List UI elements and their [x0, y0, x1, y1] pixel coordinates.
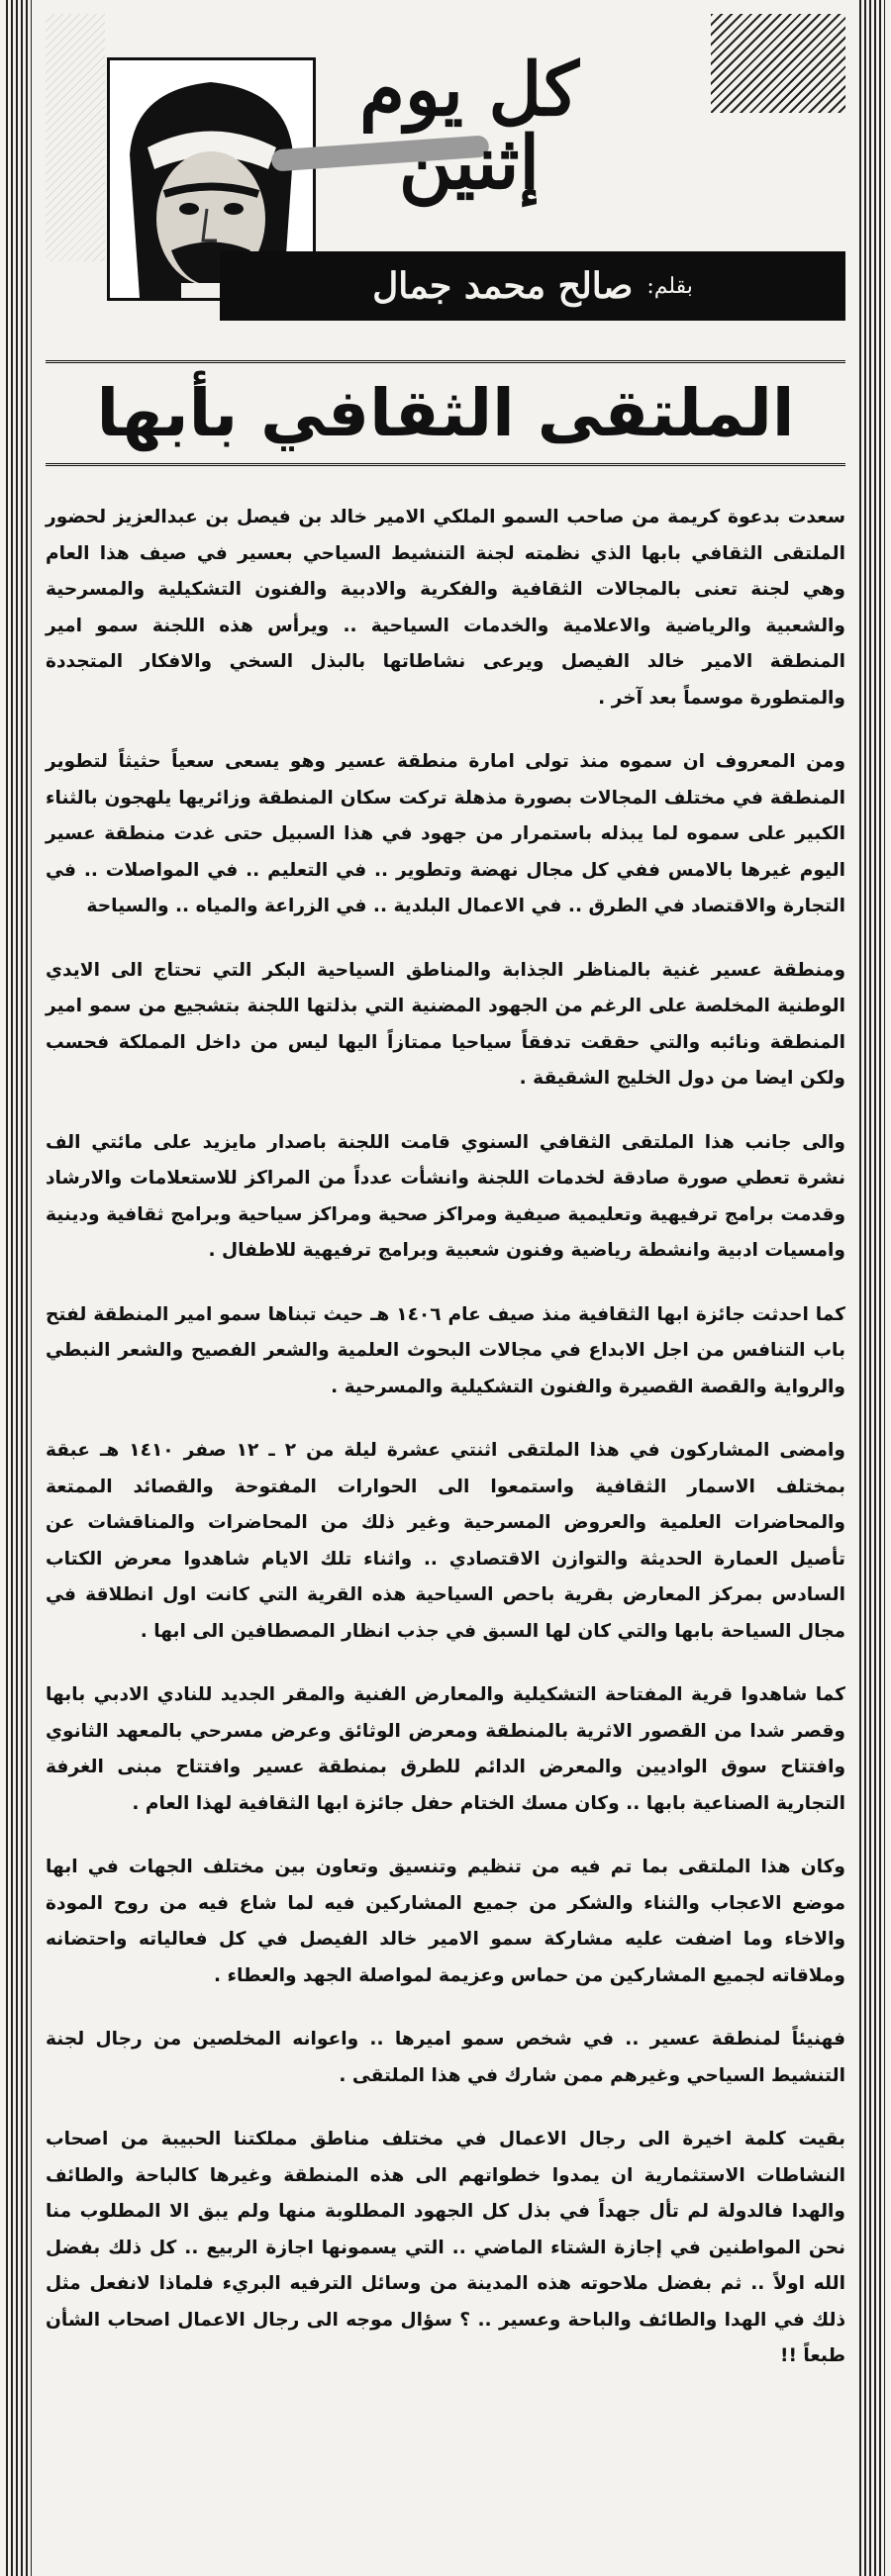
byline-bar	[220, 251, 845, 321]
paragraph: كما احدثت جائزة ابها الثقافية منذ صيف عام ١٤٠٦ هـ حيث تبناها سمو امير المنطقة لفتح باب التنافس من اجل الابداع في مجالات البحوث العلمية والشعر الفصيح والشعر النبطي والرواية والقصة القصيرة والفنون التشكيلية والمسرحية .	[46, 1303, 845, 1397]
paragraph: ومنطقة عسير غنية بالمناظر الجذابة والمناطق السياحية البكر التي تحتاج الى الايدي الوطنية المخلصة على الرغم من الجهود المضنية التي بذلتها اللجنة بتشجيع من سمو امير المنطقة ونائبه والتي حققت تدفقاً سياحيا ممتازاً اليها ليس من داخل المملكة فحسب ولكن ايضا من دول الخليج الشقيقة .	[46, 959, 845, 1089]
paragraph: كما شاهدوا قرية المفتاحة التشكيلية والمعارض الفنية والمقر الجديد للنادي الادبي بابها وقصر شدا من القصور الاثرية بالمنطقة ومعرض الوثائق وعرض مسرحي بالمعهد الثانوي وافتتاح سوق الواديين والمعرض الدائم للطرق بمنطقة عسير وافتتاح مبنى الغرفة التجارية الصناعية بابها .. وكان مسك الختام حفل جائزة ابها الثقافية لهذا العام .	[46, 1684, 845, 1814]
article-body	[46, 500, 845, 2375]
paragraph: وكان هذا الملتقى بما تم فيه من تنظيم وتنسيق وتعاون بين مختلف الجهات في ابها موضع الاعجاب والثناء والشكر من جميع المشاركين فيه لما شاع فيه من روح المودة والاخاء وما اضفت عليه مشاركة سمو الامير خالد الفيصل في كل فعالياته واحتضانه وملاقاته لجميع المشاركين من حماس وعزيمة لمواصلة الجهد والعطاء .	[46, 1857, 845, 1986]
masthead-hatch	[711, 14, 845, 113]
paragraph: بقيت كلمة اخيرة الى رجال الاعمال في مختلف مناطق مملكتنا الحبيبة من اصحاب النشاطات الاستثمارية ان يمدوا خطواتهم الى هذه المنطقة وغيرها كالباحة والطائف والهدا فالدولة لم تأل جهداً في بذل كل الجهود المطلوبة منها ولم يبق الا المطلوب منا نحن المواطنين في إجازة الشتاء الماضي .. التي يسمونها اجازة الربيع .. كل ذلك بفضل الله اولاً .. ثم بفضل ملاحوته هذه المدينة من وسائل الترفيه البريء فلماذا لانفعل مثل ذلك في الهدا والطائف والباحة وعسير .. ؟ سؤال موجه الى رجال الاعمال اصحاب الشأن طبعاً !!	[46, 2129, 845, 2366]
series-title: كل يوم إثنين	[359, 48, 579, 206]
paragraph: وامضى المشاركون في هذا الملتقى اثنتي عشرة ليلة من ٢ ـ ١٢ صفر ١٤١٠ هـ عبقة بمختلف الاسمار الثقافية واستمعوا الى الحوارات المفتوحة والقصائد الممتعة والمحاضرات العلمية والعروض المسرحية وغير ذلك من المحاضرات والمناقشات عن تأصيل العمارة الحديثة والتوازن الاقتصادي .. واثناء تلك الايام شاهدوا معرض الكتاب السادس بمركز المعارض بقرية باحص السياحية هذه القرية التي كانت اول انطلاقة في مجال السياحة بابها والتي كان لها السبق في جذب انظار المصطافين الى ابها .	[46, 1440, 845, 1642]
masthead	[46, 14, 845, 340]
masthead-texture	[46, 14, 105, 261]
article-column	[46, 14, 845, 2566]
paragraph: سعدت بدعوة كريمة من صاحب السمو الملكي الامير خالد بن فيصل بن عبدالعزيز لحضور الملتقى الثقافي بابها الذي نظمته لجنة التنشيط السياحي بعسير في صيف هذا العام وهي لجنة تعنى بالمجالات الثقافية والفكرية والادبية والفنون التشكيلية والمسرحية والشعبية والرياضية والاعلامية والخدمات السياحية .. ويرأس هذه اللجنة سمو امير المنطقة الامير خالد الفيصل ويرعى نشاطاتها بالبذل السخي والافكار المتجددة والمتطورة موسماً بعد آخر .	[46, 507, 845, 709]
article-headline: الملتقى الثقافي بأبها	[46, 360, 845, 466]
byline-name: صالح محمد جمال	[372, 265, 634, 307]
right-border	[859, 0, 885, 2576]
paragraph: ومن المعروف ان سموه منذ تولى امارة منطقة عسير وهو يسعى سعياً حثيثاً لتطوير المنطقة في مختلف المجالات بصورة مذهلة تركت سكان المنطقة وزائريها يلهجون بالثناء الكبير على سموه لما يبذله باستمرار من جهود في هذا السبيل حتى غدت منطقة عسير اليوم غيرها بالامس ففي كل مجال نهضة وتطوير .. في التعليم .. في المواصلات .. في التجارة والاقتصاد في الطرق .. في الاعمال البلدية .. في الزراعة والمياه .. والسياحة	[46, 751, 845, 916]
byline-prefix: بقلم:	[646, 273, 693, 299]
paragraph: والى جانب هذا الملتقى الثقافي السنوي قامت اللجنة باصدار مايزيد على مائتي الف نشرة تعطي صورة صادقة لخدمات اللجنة وانشأت عدداً من المراكز للاستعلامات والارشاد وقدمت برامج ترفيهية وتعليمية صيفية ومراكز صحية ومراكز سياحية وبرامج ثقافية ودينية وامسيات ادبية وانشطة رياضية وفنون شعبية وبرامج ترفيهية للاطفال .	[46, 1131, 845, 1261]
paragraph: فهنيئاً لمنطقة عسير .. في شخص سمو اميرها .. واعوانه المخلصين من رجال لجنة التنشيط السياحي وغيرهم ممن شارك في هذا الملتقى .	[46, 2029, 845, 2086]
left-border	[6, 0, 32, 2576]
